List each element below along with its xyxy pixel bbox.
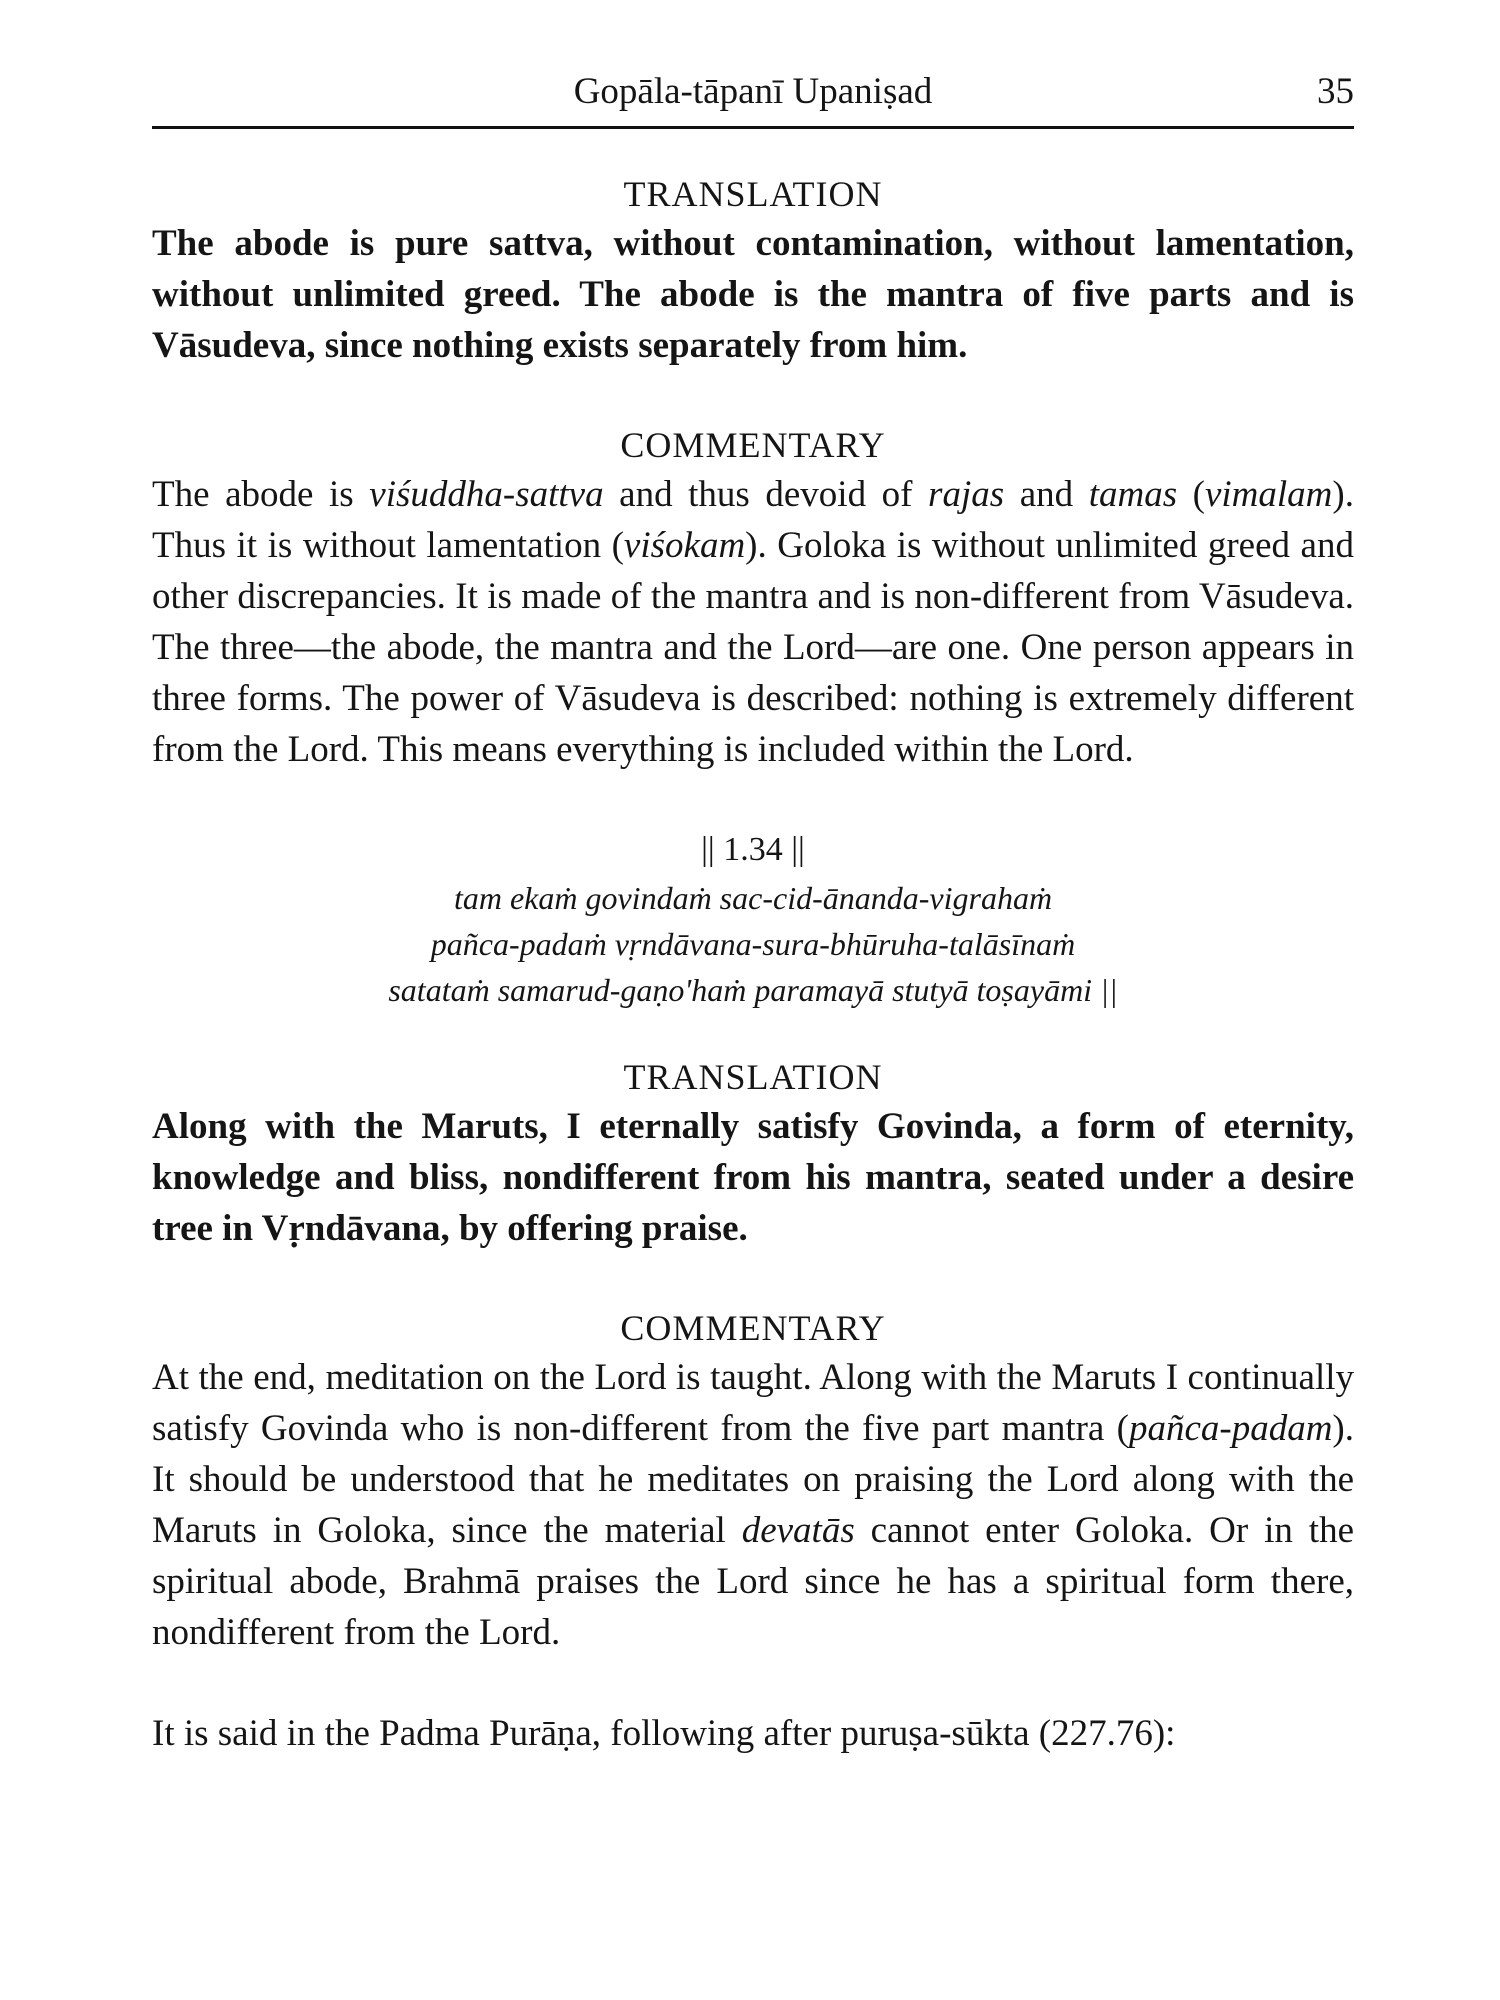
page-number: 35	[1317, 71, 1354, 112]
translation-heading: TRANSLATION	[623, 174, 883, 214]
running-header	[152, 68, 1354, 129]
commentary-text: The abode is viśuddha-sattva and thus devoid of rajas and tamas (vimalam). Thus it is without lamentation (viśokam). Goloka is without unlimited greed and other discrepancies. It is made of the mantra and is non-different from Vāsudeva. The three—the abode, the mantra and the Lord—are one. One person appears in three forms. The power of Vāsudeva is described: nothing is extremely different from the Lord. This means everything is included within the Lord.	[152, 474, 1354, 770]
closing-line: It is said in the Padma Purāṇa, following after puruṣa-sūkta (227.76):	[152, 1713, 1176, 1754]
page-body	[152, 170, 1354, 1759]
commentary-heading: COMMENTARY	[620, 1308, 886, 1348]
commentary-text: At the end, meditation on the Lord is taught. Along with the Maruts I continually satisfy Govinda who is non-different from the five part mantra (pañca-padam). It should be understood that he meditates on praising the Lord along with the Maruts in Goloka, since the material devatās cannot enter Goloka. Or in the spiritual abode, Brahmā praises the Lord since he has a spiritual form there, nondifferent from the Lord.	[152, 1357, 1354, 1653]
translation-text: Along with the Maruts, I eternally satisfy Govinda, a form of eternity, knowledge and bliss, nondifferent from his mantra, seated under a desire tree in Vṛndāvana, by offering praise.	[152, 1106, 1354, 1249]
translation-heading: TRANSLATION	[623, 1057, 883, 1097]
verse-line: pañca-padaṁ vṛndāvana-sura-bhūruha-talāsīnaṁ	[430, 926, 1076, 962]
translation-text: The abode is pure sattva, without contamination, without lamentation, without unlimited greed. The abode is the mantra of five parts and is Vāsudeva, since nothing exists separately from him.	[152, 223, 1354, 366]
verse-line: tam ekaṁ govindaṁ sac-cid-ānanda-vigrahaṁ	[453, 880, 1053, 916]
verse-line: satataṁ samarud-gaṇo'haṁ paramayā stutyā toṣayāmi ||	[388, 972, 1118, 1008]
verse-number: || 1.34 ||	[701, 831, 805, 868]
running-title: Gopāla-tāpanī Upaniṣad	[573, 71, 933, 112]
commentary-heading: COMMENTARY	[620, 425, 886, 465]
